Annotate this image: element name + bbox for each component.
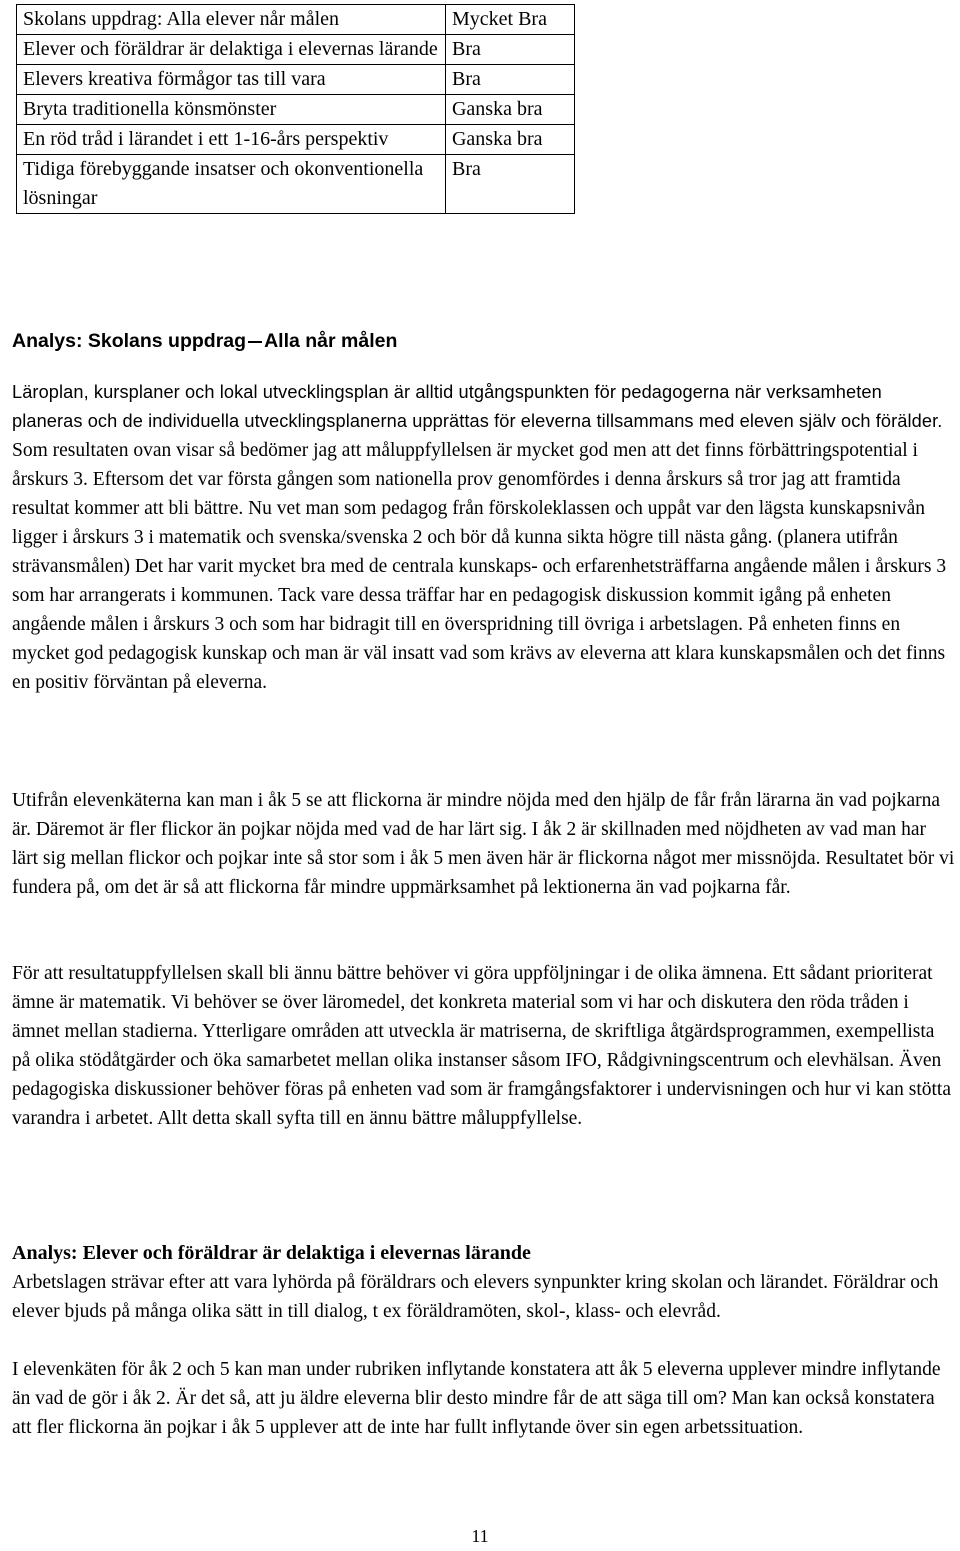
table-row <box>17 65 575 95</box>
heading-part-a: Analys: Skolans uppdrag <box>12 330 247 352</box>
table-cell-item: Skolans uppdrag: Alla elever når målen <box>17 5 446 35</box>
table-row <box>17 35 575 65</box>
table-row <box>17 155 575 214</box>
section-heading-skolans-uppdrag <box>12 327 397 356</box>
table-cell-value: Bra <box>445 155 574 214</box>
table-cell-item: Elever och föräldrar är delaktiga i elevernas lärande <box>17 35 446 65</box>
table-cell-value: Mycket Bra <box>445 5 574 35</box>
table-row <box>17 5 575 35</box>
page-number: 11 <box>471 1526 489 1546</box>
table-row <box>17 95 575 125</box>
table-row <box>17 125 575 155</box>
table-cell-item: Bryta traditionella könsmönster <box>17 95 446 125</box>
paragraph-analysis-1 <box>12 378 956 697</box>
paragraph-lead-text: Läroplan, kursplaner och lokal utvecklingsplan är alltid utgångspunkten för pedagogerna när verksamheten planeras och de individuella utvecklingsplanerna upprättas för eleverna tillsammans med eleven själv och förälder. <box>12 382 943 431</box>
table-cell-value: Bra <box>445 65 574 95</box>
ratings-table <box>16 4 575 214</box>
table-cell-item: Elevers kreativa förmågor tas till vara <box>17 65 446 95</box>
paragraph-body-text: Som resultaten ovan visar så bedömer jag att måluppfyllelsen är mycket god men att det finns förbättringspotential i årskurs 3. Eftersom det var första gången som nationella prov genomfördes i denna årskurs så tror jag att framtida resultat kommer att bli bättre. Nu vet man som pedagog från förskoleklassen och uppåt var den lägsta kunskapsnivån ligger i årskurs 3 i matematik och svenska/svenska 2 och bör då kunna sikta högre till nästa gång. (planera utifrån strävansmålen) Det har varit mycket bra med de centrala kunskaps- och erfarenhetsträffarna angående målen i årskurs 3 som har arrangerats i kommunen. Tack vare dessa träffar har en pedagogisk diskussion kommit igång på enheten angående målen i årskurs 3 och som har bidragit till en överspridning till övriga i arbetslagen. På enheten finns en mycket god pedagogisk kunskap och man är väl insatt vad som krävs av eleverna att klara kunskapsmålen och det finns en positiv förväntan på eleverna. <box>12 440 947 693</box>
heading-part-b: Alla når målen <box>264 330 398 352</box>
table-cell-value: Ganska bra <box>445 125 574 155</box>
table-cell-item: En röd tråd i lärandet i ett 1-16-års perspektiv <box>17 125 446 155</box>
table-cell-value: Bra <box>445 35 574 65</box>
table-cell-value: Ganska bra <box>445 95 574 125</box>
paragraph-delaktiga-2: I elevenkäten för åk 2 och 5 kan man under rubriken inflytande konstatera att åk 5 eleverna upplever mindre inflytande än vad de gör i åk 2. Är det så, att ju äldre eleverna blir desto mindre får de att säga till om? Man kan också konstatera att fler flickorna än pojkar i åk 5 upplever att de inte har fullt inflytande över sin egen arbetssituation. <box>12 1359 941 1438</box>
paragraph-analysis-2: Utifrån elevenkäterna kan man i åk 5 se att flickorna är mindre nöjda med den hjälp de får från lärarna än vad pojkarna är. Däremot är fler flickor än pojkar nöjda med vad de har lärt sig. I åk 2 är skillnaden med nöjdheten av vad man har lärt sig mellan flickor och pojkar inte så stor som i åk 5 men även här är flickorna något mer missnöjda. Resultatet bör vi fundera på, om det är så att flickorna får mindre uppmärksamhet på lektionerna än vad pojkarna får. <box>12 790 955 898</box>
table-cell-item: Tidiga förebyggande insatser och okonventionella lösningar <box>17 155 446 214</box>
heading-dash <box>248 341 262 343</box>
section-heading-delaktiga: Analys: Elever och föräldrar är delaktiga i elevernas lärande <box>12 1242 531 1264</box>
paragraph-delaktiga-1: Arbetslagen strävar efter att vara lyhörda på föräldrars och elevers synpunkter kring skolan och lärandet. Föräldrar och elever bjuds på många olika sätt in till dialog, t ex föräldramöten, skol-, klass- och elevråd. <box>12 1272 939 1322</box>
paragraph-analysis-3: För att resultatuppfyllelsen skall bli ännu bättre behöver vi göra uppföljningar i de olika ämnena. Ett sådant prioriterat ämne är matematik. Vi behöver se över läromedel, det konkreta material som vi har och diskutera den röda tråden i ämnet mellan stadierna. Ytterligare områden att utveckla är matriserna, de skriftliga åtgärdsprogrammen, exempellista på olika stödåtgärder och öka samarbetet mellan olika instanser såsom IFO, Rådgivningscentrum och elevhälsan. Även pedagogiska diskussioner behöver föras på enheten vad som är framgångsfaktorer i undervisningen och hur vi kan stötta varandra i arbetet. Allt detta skall syfta till en ännu bättre måluppfyllelse. <box>12 963 951 1129</box>
